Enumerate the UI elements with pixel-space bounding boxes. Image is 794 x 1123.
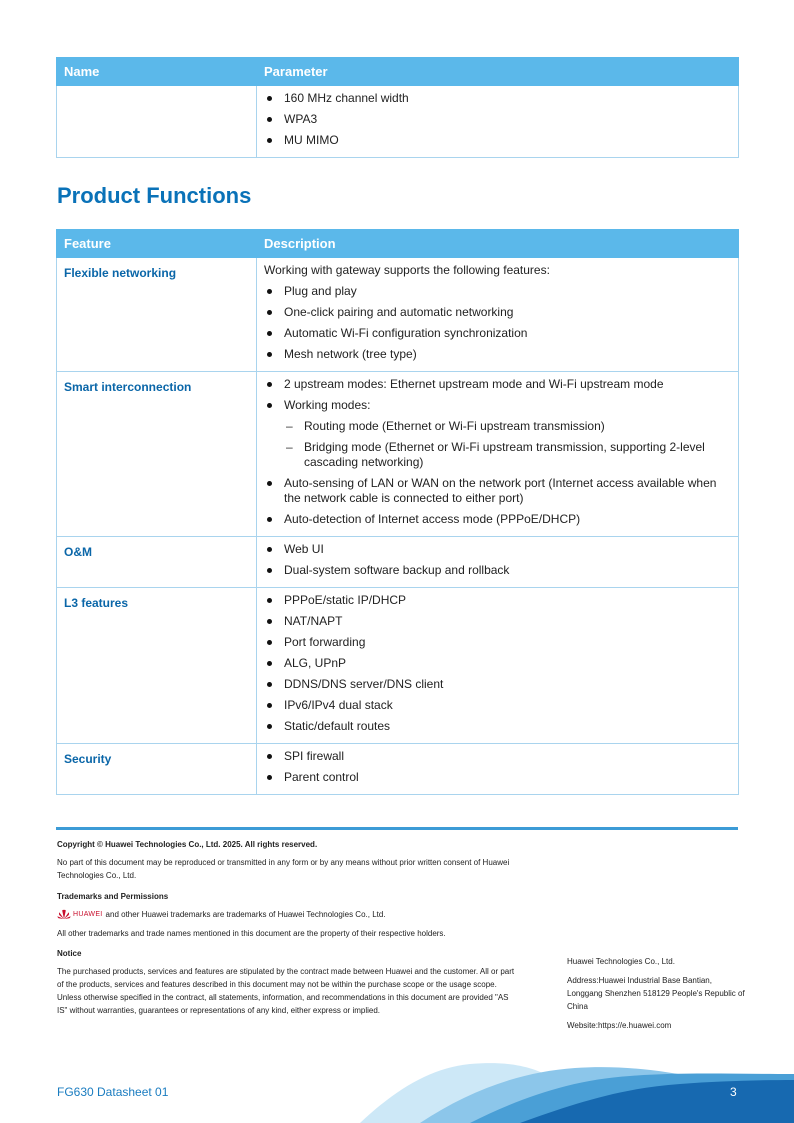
table-row <box>57 258 739 372</box>
list-item: Parent control <box>264 770 731 785</box>
list-item: Port forwarding <box>264 635 731 650</box>
feature-cell: Smart interconnection <box>57 372 257 537</box>
list-item <box>264 398 731 470</box>
trademark-text: and other Huawei trademarks are trademarks of Huawei Technologies Co., Ltd. <box>105 910 386 919</box>
company-website: Website:https://e.huawei.com <box>567 1021 672 1030</box>
parameter-list <box>264 91 731 148</box>
other-trademarks-text: All other trademarks and trade names mentioned in this document are the property of their respective holders. <box>57 929 446 938</box>
table-row <box>57 86 739 158</box>
description-lead: Working with gateway supports the following features: <box>264 263 550 277</box>
column-header-name: Name <box>57 58 257 86</box>
table-header-row <box>57 230 739 258</box>
description-cell <box>257 744 739 795</box>
list-item: NAT/NAPT <box>264 614 731 629</box>
param-value-cell <box>257 86 739 158</box>
feature-cell: Security <box>57 744 257 795</box>
list-item: Automatic Wi-Fi configuration synchronization <box>264 326 731 341</box>
feature-list <box>264 377 731 527</box>
sub-list <box>284 419 731 470</box>
feature-cell: O&M <box>57 537 257 588</box>
list-item: Web UI <box>264 542 731 557</box>
feature-list <box>264 542 731 578</box>
feature-list <box>264 749 731 785</box>
list-item: DDNS/DNS server/DNS client <box>264 677 731 692</box>
list-item-label: Working modes: <box>284 398 371 412</box>
table-row <box>57 588 739 744</box>
page-number: 3 <box>730 1085 737 1099</box>
description-cell <box>257 372 739 537</box>
list-item: Auto-detection of Internet access mode (PPPoE/DHCP) <box>264 512 731 527</box>
list-item: SPI firewall <box>264 749 731 764</box>
feature-list <box>264 593 731 734</box>
column-header-description: Description <box>257 230 739 258</box>
list-item: Dual-system software backup and rollback <box>264 563 731 578</box>
huawei-logo <box>57 908 103 921</box>
column-header-parameter: Parameter <box>257 58 739 86</box>
column-header-feature: Feature <box>57 230 257 258</box>
company-name: Huawei Technologies Co., Ltd. <box>567 957 675 966</box>
footer-divider <box>56 827 738 830</box>
copyright-notice: Copyright © Huawei Technologies Co., Ltd. 2025. All rights reserved. <box>57 840 318 849</box>
table-header-row <box>57 58 739 86</box>
table-row <box>57 372 739 537</box>
table-row <box>57 537 739 588</box>
company-address: Address:Huawei Industrial Base Bantian, Longgang Shenzhen 518129 People's Republic of China <box>567 976 745 1011</box>
feature-list <box>264 284 731 362</box>
feature-table <box>56 229 739 795</box>
list-item: Static/default routes <box>264 719 731 734</box>
parameter-table <box>56 57 739 158</box>
list-item: PPPoE/static IP/DHCP <box>264 593 731 608</box>
sub-list-item: – Bridging mode (Ethernet or Wi-Fi upstream transmission, supporting 2-level cascading networking) <box>284 440 731 470</box>
sub-list-item: – Routing mode (Ethernet or Wi-Fi upstream transmission) <box>284 419 731 434</box>
list-item: Auto-sensing of LAN or WAN on the network port (Internet access available when the network cable is connected to either port) <box>264 476 731 506</box>
feature-cell: Flexible networking <box>57 258 257 372</box>
param-name-cell <box>57 86 257 158</box>
document-title: FG630 Datasheet 01 <box>57 1085 169 1099</box>
list-item: 2 upstream modes: Ethernet upstream mode and Wi-Fi upstream mode <box>264 377 731 392</box>
feature-cell: L3 features <box>57 588 257 744</box>
notice-text: The purchased products, services and features are stipulated by the contract made between Huawei and the customer. All or part of the products, services and features described in this document may not be within the purchase scope or the usage scope. Unless otherwise specified in the contract, all statements, information, and recommendations in this document are provided "AS IS" without warranties, guarantees or representations of any kind, either express or implied. <box>57 967 515 1015</box>
huawei-flower-icon <box>57 909 71 920</box>
no-reproduction-text: No part of this document may be reproduced or transmitted in any form or by any means without prior written consent of Huawei Technologies Co., Ltd. <box>57 858 510 880</box>
list-item: Mesh network (tree type) <box>264 347 731 362</box>
notice-heading: Notice <box>57 949 82 958</box>
section-title: Product Functions <box>57 183 252 208</box>
list-item: MU MIMO <box>264 133 731 148</box>
trademarks-heading: Trademarks and Permissions <box>57 892 169 901</box>
description-cell <box>257 588 739 744</box>
list-item: Plug and play <box>264 284 731 299</box>
logo-wordmark: HUAWEI <box>73 911 103 918</box>
list-item: ALG, UPnP <box>264 656 731 671</box>
list-item: 160 MHz channel width <box>264 91 731 106</box>
list-item: WPA3 <box>264 112 731 127</box>
list-item: One-click pairing and automatic networking <box>264 305 731 320</box>
trademark-line <box>57 908 386 921</box>
description-cell <box>257 537 739 588</box>
list-item: IPv6/IPv4 dual stack <box>264 698 731 713</box>
description-cell <box>257 258 739 372</box>
table-row <box>57 744 739 795</box>
